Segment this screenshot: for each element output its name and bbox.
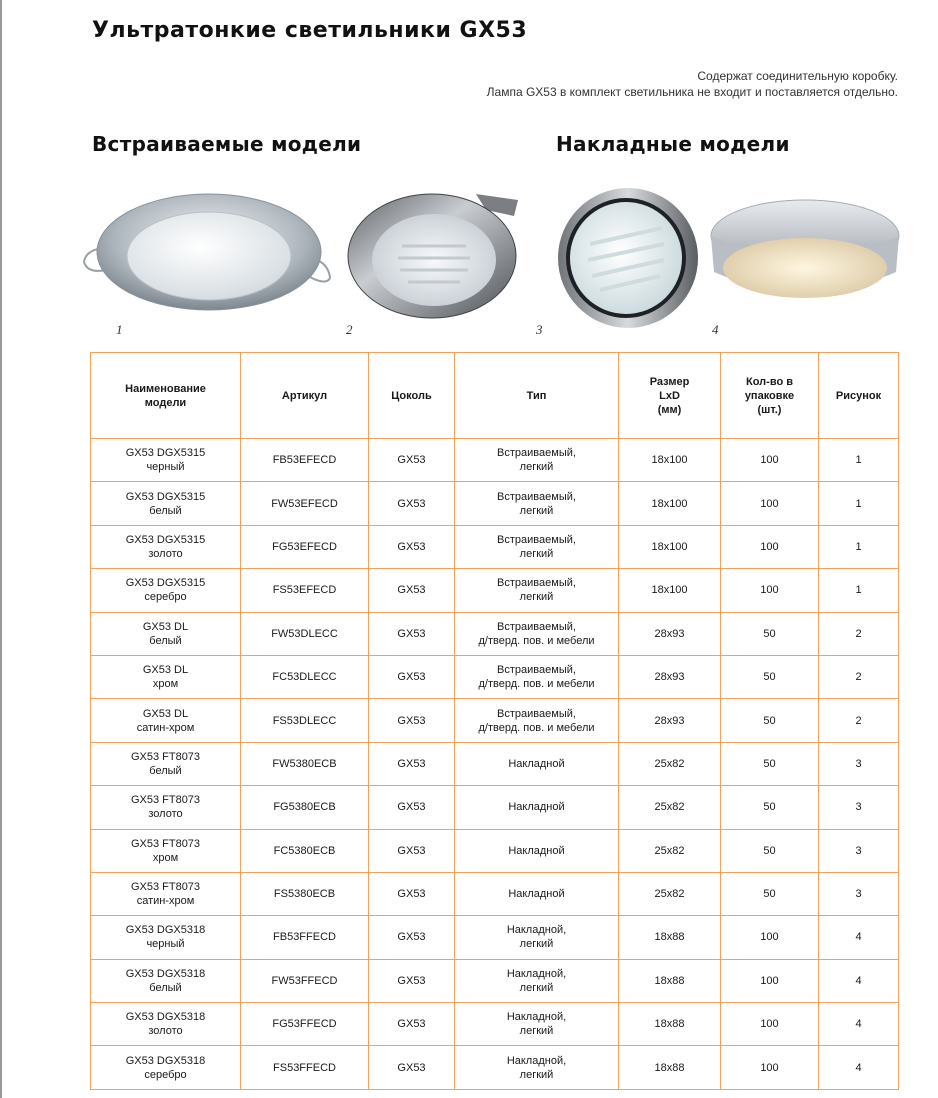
cell-figure: 1: [819, 482, 899, 525]
cell-type: Накладной, легкий: [455, 1003, 619, 1046]
header-quantity: Кол-во в упаковке (шт.): [721, 353, 819, 439]
cell-figure: 3: [819, 786, 899, 829]
cell-quantity: 100: [721, 1003, 819, 1046]
cell-base: GX53: [369, 612, 455, 655]
cell-article: FW53DLECC: [241, 612, 369, 655]
cell-type: Встраиваемый, д/тверд. пов. и мебели: [455, 655, 619, 698]
header-base: Цоколь: [369, 353, 455, 439]
cell-figure: 1: [819, 439, 899, 482]
cell-figure: 4: [819, 916, 899, 959]
cell-type: Накладной, легкий: [455, 959, 619, 1002]
figure-number: 3: [536, 322, 543, 337]
cell-quantity: 100: [721, 1046, 819, 1090]
cell-type: Накладной: [455, 872, 619, 915]
cell-model-name: GX53 DGX5315 черный: [91, 439, 241, 482]
cell-model-name: GX53 FT8073 белый: [91, 742, 241, 785]
cell-quantity: 100: [721, 916, 819, 959]
figure-number: 1: [116, 322, 123, 337]
cell-figure: 4: [819, 1046, 899, 1090]
cell-base: GX53: [369, 742, 455, 785]
table-row: [91, 1046, 899, 1090]
cell-size: 18x88: [619, 916, 721, 959]
cell-model-name: GX53 DL белый: [91, 612, 241, 655]
cell-quantity: 50: [721, 655, 819, 698]
cell-quantity: 100: [721, 439, 819, 482]
cell-model-name: GX53 FT8073 золото: [91, 786, 241, 829]
cell-article: FG53EFECD: [241, 525, 369, 568]
cell-figure: 4: [819, 1003, 899, 1046]
cell-figure: 2: [819, 699, 899, 742]
cell-article: FB53FFECD: [241, 916, 369, 959]
cell-type: Встраиваемый, д/тверд. пов. и мебели: [455, 699, 619, 742]
page-title: Ультратонкие светильники GX53: [92, 18, 528, 43]
table-row: [91, 612, 899, 655]
cell-base: GX53: [369, 916, 455, 959]
table-row: [91, 916, 899, 959]
cell-quantity: 50: [721, 612, 819, 655]
cell-article: FS5380ECB: [241, 872, 369, 915]
cell-quantity: 50: [721, 786, 819, 829]
cell-size: 28x93: [619, 655, 721, 698]
cell-base: GX53: [369, 872, 455, 915]
surface-chrome-downlight-image: [552, 184, 702, 332]
header-figure: Рисунок: [819, 353, 899, 439]
table-row: [91, 439, 899, 482]
cell-article: FW5380ECB: [241, 742, 369, 785]
cell-base: GX53: [369, 1046, 455, 1090]
cell-type: Накладной, легкий: [455, 916, 619, 959]
cell-quantity: 100: [721, 569, 819, 612]
cell-article: FC53DLECC: [241, 655, 369, 698]
cell-base: GX53: [369, 786, 455, 829]
cell-size: 18x88: [619, 959, 721, 1002]
cell-type: Встраиваемый, легкий: [455, 569, 619, 612]
cell-figure: 3: [819, 742, 899, 785]
table-row: [91, 569, 899, 612]
cell-figure: 3: [819, 829, 899, 872]
cell-quantity: 50: [721, 742, 819, 785]
cell-size: 28x93: [619, 699, 721, 742]
cell-article: FS53EFECD: [241, 569, 369, 612]
cell-base: GX53: [369, 829, 455, 872]
cell-base: GX53: [369, 655, 455, 698]
section-title-recessed: Встраиваемые модели: [92, 132, 362, 156]
cell-size: 25x82: [619, 742, 721, 785]
figure-number: 2: [346, 322, 353, 337]
product-spec-table: [90, 352, 899, 1090]
table-row: [91, 655, 899, 698]
cell-model-name: GX53 DGX5315 золото: [91, 525, 241, 568]
note-line: Содержат соединительную коробку.: [697, 69, 898, 83]
cell-size: 18x100: [619, 525, 721, 568]
cell-size: 18x100: [619, 439, 721, 482]
cell-article: FB53EFECD: [241, 439, 369, 482]
cell-figure: 1: [819, 525, 899, 568]
cell-figure: 2: [819, 655, 899, 698]
cell-type: Накладной, легкий: [455, 1046, 619, 1090]
cell-quantity: 100: [721, 525, 819, 568]
cell-type: Встраиваемый, д/тверд. пов. и мебели: [455, 612, 619, 655]
page-left-rule: [0, 0, 2, 1098]
cell-type: Накладной: [455, 742, 619, 785]
cell-base: GX53: [369, 525, 455, 568]
cell-size: 25x82: [619, 872, 721, 915]
cell-type: Встраиваемый, легкий: [455, 525, 619, 568]
cell-figure: 1: [819, 569, 899, 612]
table-row: [91, 525, 899, 568]
cell-model-name: GX53 DGX5318 белый: [91, 959, 241, 1002]
cell-model-name: GX53 DGX5315 серебро: [91, 569, 241, 612]
header-size: Размер LxD (мм): [619, 353, 721, 439]
cell-quantity: 50: [721, 872, 819, 915]
cell-model-name: GX53 DGX5318 черный: [91, 916, 241, 959]
cell-article: FW53EFECD: [241, 482, 369, 525]
table-row: [91, 872, 899, 915]
figure-number: 4: [712, 322, 719, 337]
cell-quantity: 100: [721, 959, 819, 1002]
table-row: [91, 699, 899, 742]
surface-matte-downlight-image: [708, 194, 902, 314]
cell-article: FC5380ECB: [241, 829, 369, 872]
cell-size: 18x100: [619, 482, 721, 525]
delivery-note: [338, 68, 898, 100]
cell-type: Встраиваемый, легкий: [455, 439, 619, 482]
cell-base: GX53: [369, 699, 455, 742]
cell-model-name: GX53 DL сатин-хром: [91, 699, 241, 742]
cell-size: 18x88: [619, 1046, 721, 1090]
table-row: [91, 742, 899, 785]
cell-model-name: GX53 DL хром: [91, 655, 241, 698]
cell-base: GX53: [369, 1003, 455, 1046]
recessed-spring-downlight-image: [78, 186, 340, 316]
table-body: [91, 439, 899, 1090]
header-type: Тип: [455, 353, 619, 439]
cell-base: GX53: [369, 959, 455, 1002]
cell-size: 25x82: [619, 786, 721, 829]
cell-size: 25x82: [619, 829, 721, 872]
cell-model-name: GX53 FT8073 сатин-хром: [91, 872, 241, 915]
cell-figure: 4: [819, 959, 899, 1002]
table-row: [91, 1003, 899, 1046]
cell-size: 28x93: [619, 612, 721, 655]
cell-quantity: 100: [721, 482, 819, 525]
table-row: [91, 959, 899, 1002]
section-title-surface: Накладные модели: [556, 132, 790, 156]
table-row: [91, 829, 899, 872]
cell-figure: 2: [819, 612, 899, 655]
cell-base: GX53: [369, 439, 455, 482]
cell-figure: 3: [819, 872, 899, 915]
cell-article: FS53DLECC: [241, 699, 369, 742]
header-article: Артикул: [241, 353, 369, 439]
table-row: [91, 786, 899, 829]
cell-type: Накладной: [455, 829, 619, 872]
cell-size: 18x88: [619, 1003, 721, 1046]
cell-quantity: 50: [721, 699, 819, 742]
cell-base: GX53: [369, 482, 455, 525]
cell-quantity: 50: [721, 829, 819, 872]
table-row: [91, 482, 899, 525]
header-model-name: Наименование модели: [91, 353, 241, 439]
cell-model-name: GX53 DGX5318 серебро: [91, 1046, 241, 1090]
cell-size: 18x100: [619, 569, 721, 612]
cell-model-name: GX53 DGX5315 белый: [91, 482, 241, 525]
recessed-chrome-downlight-image: [346, 186, 524, 320]
cell-article: FG53FFECD: [241, 1003, 369, 1046]
cell-article: FS53FFECD: [241, 1046, 369, 1090]
table-header-row: [91, 353, 899, 439]
note-line: Лампа GX53 в комплект светильника не входит и поставляется отдельно.: [486, 85, 898, 99]
cell-base: GX53: [369, 569, 455, 612]
cell-type: Встраиваемый, легкий: [455, 482, 619, 525]
cell-article: FG5380ECB: [241, 786, 369, 829]
cell-type: Накладной: [455, 786, 619, 829]
cell-model-name: GX53 FT8073 хром: [91, 829, 241, 872]
cell-article: FW53FFECD: [241, 959, 369, 1002]
cell-model-name: GX53 DGX5318 золото: [91, 1003, 241, 1046]
